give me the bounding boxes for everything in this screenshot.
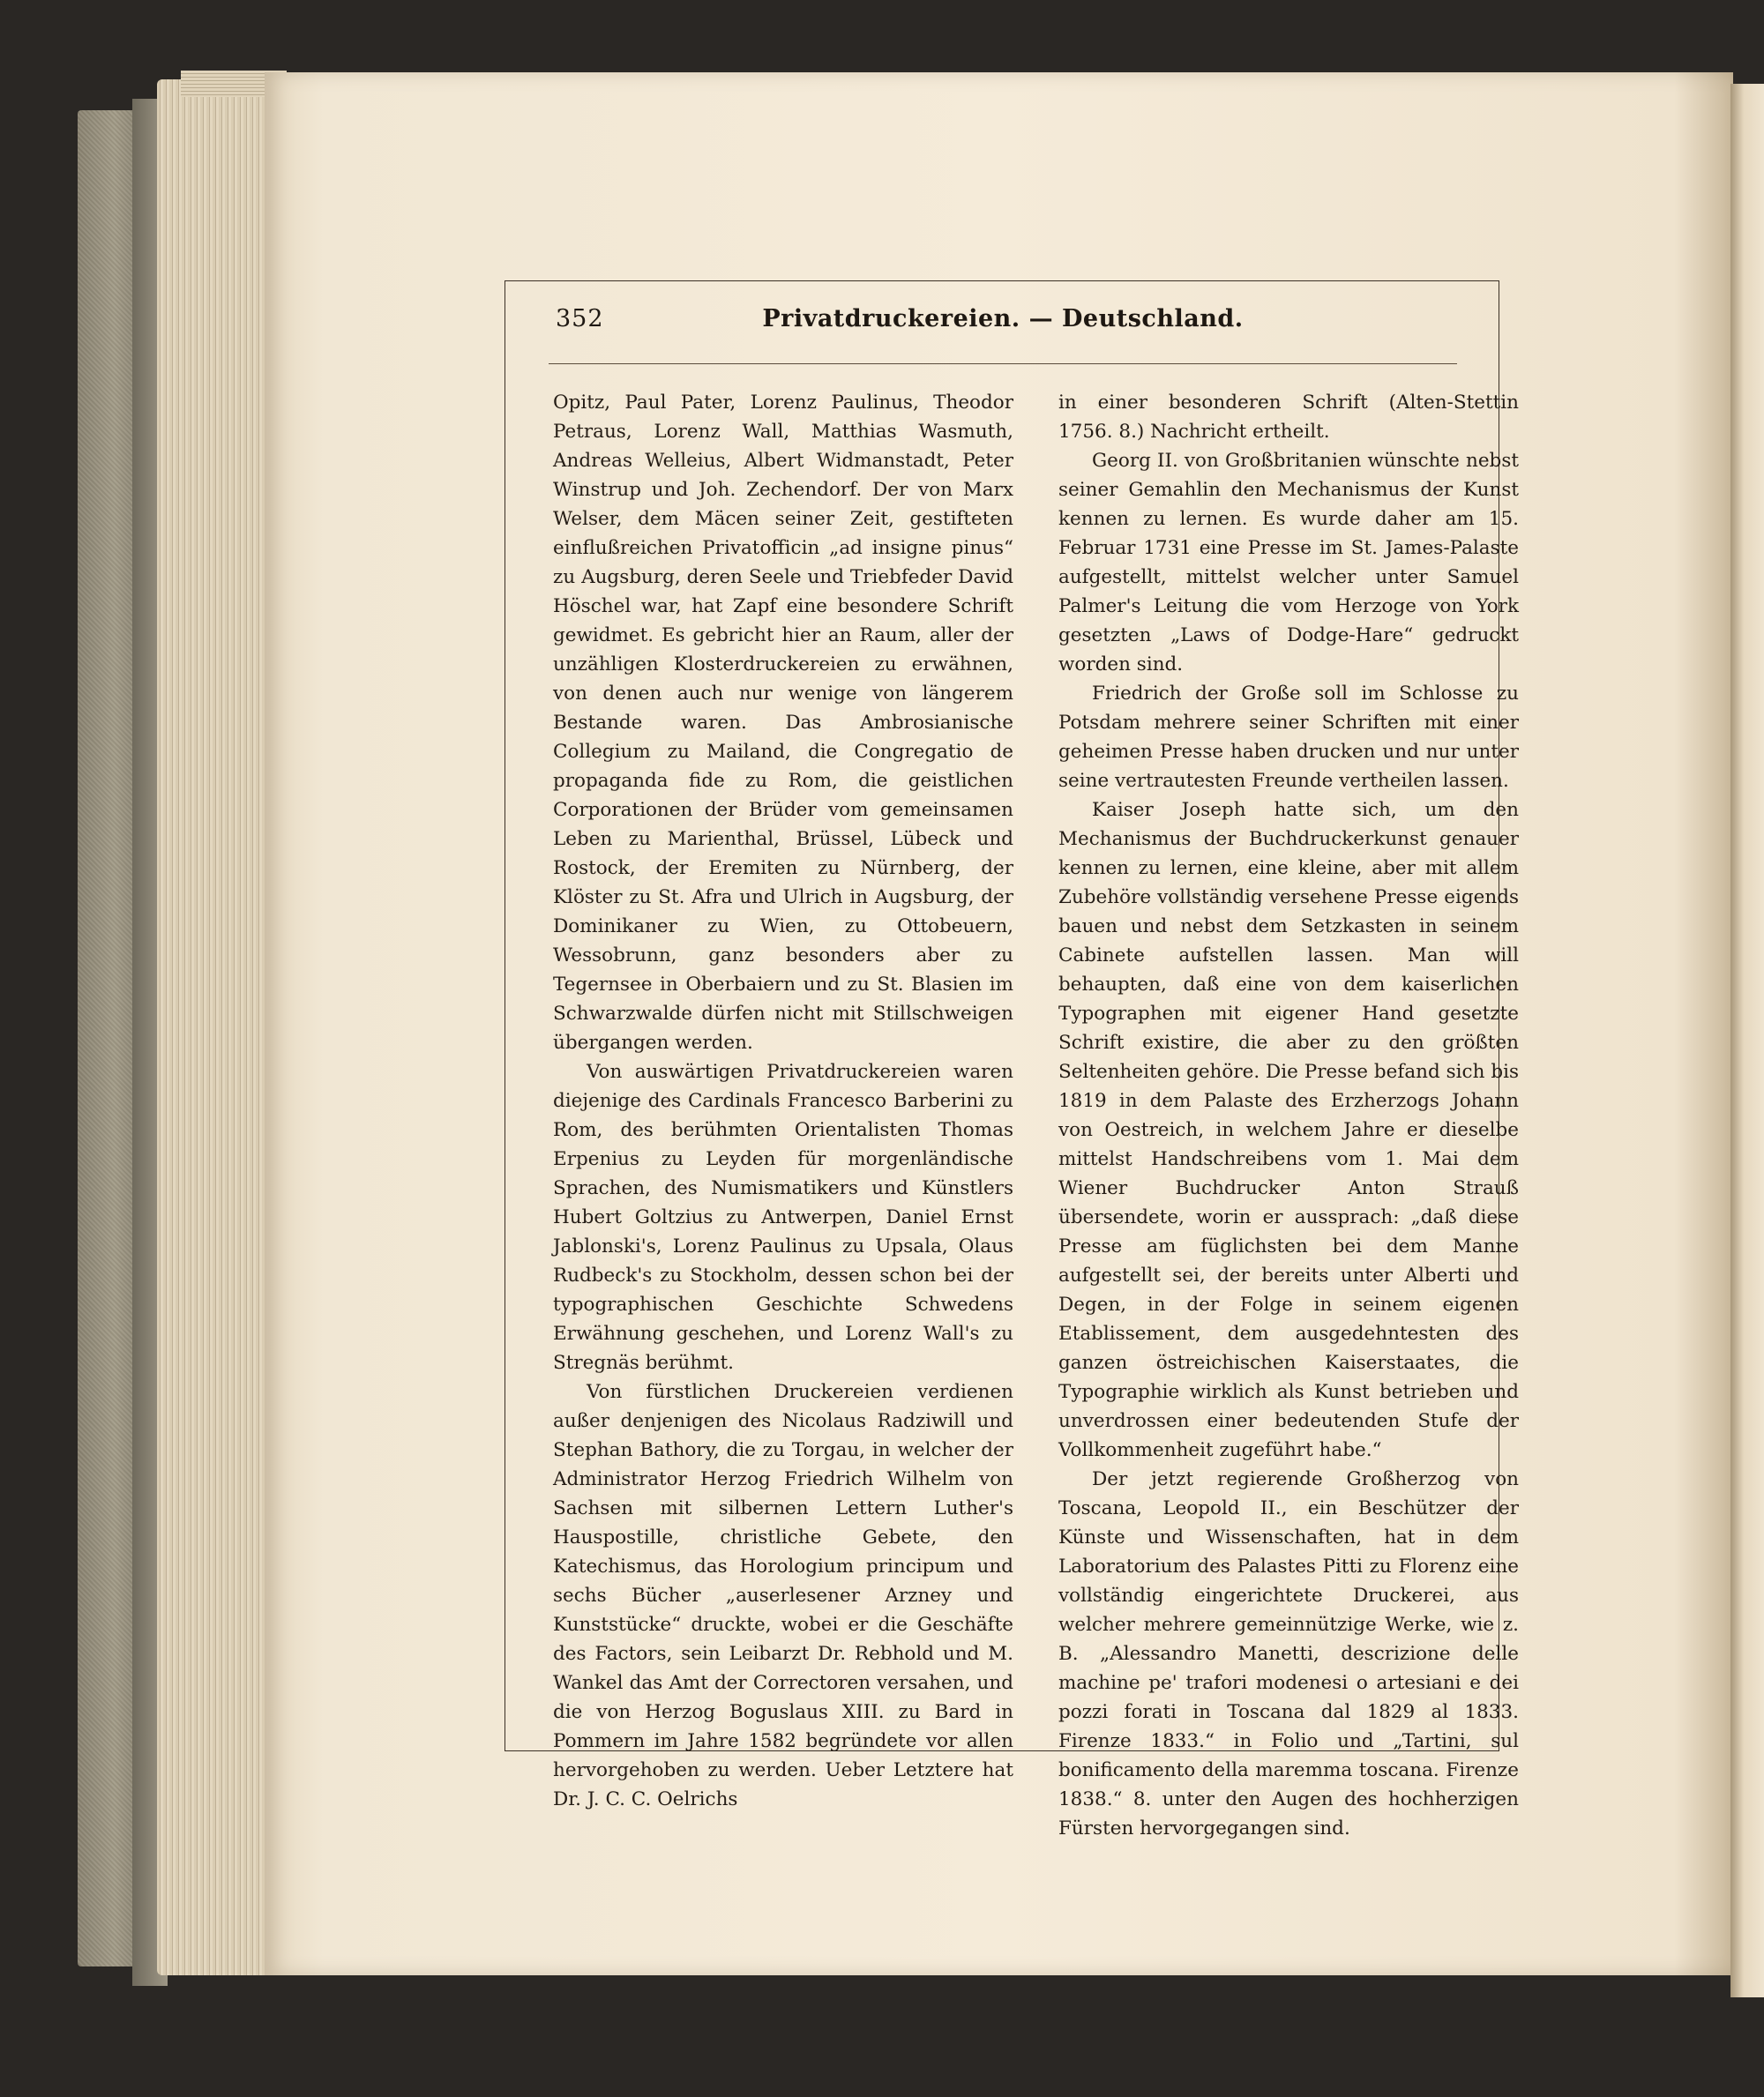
paragraph: in einer besonderen Schrift (Alten-Stettin 1756. 8.) Nachricht ertheilt. <box>1058 392 1519 443</box>
page-edges <box>157 79 267 1975</box>
paragraph: Der jetzt regierende Großherzog von Toscana, Leopold II., ein Beschützer der Künste und Wissenschaften, hat in dem Laboratorium des Palastes Pitti zu Florenz eine vollständig eingerichtete Druckerei, aus welcher mehrere gemeinnützige Werke, wie z. B. „Alessandro Manetti, descrizione delle machine pe' trafori modenesi o artesiani e dei pozzi forati in Toscana dal 1829 al 1833. Firenze 1833.“ in Folio und „Tartini, sul bonificamento della maremma toscana. Firenze 1838.“ 8. unter den Augen des hochherzigen Fürsten hervorgegangen sind. <box>1058 1468 1519 1840</box>
facing-page-edge <box>1730 84 1764 1997</box>
paragraph: Opitz, Paul Pater, Lorenz Paulinus, Theodor Petraus, Lorenz Wall, Matthias Wasmuth, Andreas Welleius, Albert Widmanstadt, Peter Winstrup und Joh. Zechendorf. Der von Marx Welser, dem Mäcen seiner Zeit, gestifteten einflußreichen Privatofficin „ad insigne pinus“ zu Augsburg, deren Seele und Triebfeder David Höschel war, hat Zapf eine besondere Schrift gewidmet. Es gebricht hier an Raum, aller der unzähligen Klosterdruckereien zu erwähnen, von denen auch nur wenige von längerem Bestande waren. Das Ambrosianische Collegium zu Mailand, die Congregatio de propaganda fide zu Rom, die geistlichen Corporationen der Brüder vom gemeinsamen Leben zu Marienthal, Brüssel, Lübeck und Rostock, der Eremiten zu Nürnberg, der Klöster zu St. Afra und Ulrich in Augsburg, der Dominikaner zu Wien, zu Ottobeuern, Wessobrunn, ganz besonders aber zu Tegernsee in Oberbaiern und zu St. Blasien im Schwarzwalde dürfen nicht mit Stillschweigen übergangen werden. <box>553 392 1013 1054</box>
paragraph: Von auswärtigen Privatdruckereien waren diejenige des Cardinals Francesco Barberini zu Rom, des berühmten Orientalisten Thomas Erpenius zu Leyden für morgenländische Sprachen, des Numismatikers und Künstlers Hubert Goltzius zu Antwerpen, Daniel Ernst Jablonski's, Lorenz Paulinus zu Upsala, Olaus Rudbeck's zu Stockholm, dessen schon bei der typographischen Geschichte Schwedens Erwähnung geschehen, und Lorenz Wall's zu Stregnäs berühmt. <box>553 1061 1013 1374</box>
page-number: 352 <box>556 305 604 332</box>
paragraph: Von fürstlichen Druckereien verdienen außer denjenigen des Nicolaus Radziwill und Stephan Bathory, die zu Torgau, in welcher der Administrator Herzog Friedrich Wilhelm von Sachsen mit silbernen Lettern Luther's Hauspostille, christliche Gebete, den Katechismus, das Horologium principum und sechs Bücher „auserlesener Arzney und Kunststücke“ druckte, wobei er die Geschäfte des Factors, sein Leibarzt Dr. Rebhold und M. Wankel das Amt der Correctoren versahen, und die von Herzog Boguslaus XIII. zu Bard in Pommern im Jahre 1582 begründete vor allen hervorgehoben zu werden. Ueber Letztere hat Dr. J. C. C. Oelrichs <box>553 1381 1013 1810</box>
paragraph: Georg II. von Großbritanien wünschte nebst seiner Gemahlin den Mechanismus der Kunst kennen zu lernen. Es wurde daher am 15. Februar 1731 eine Presse im St. James-Palaste aufgestellt, mittelst welcher unter Samuel Palmer's Leitung die vom Herzoge von York gesetzten „Laws of Dodge-Hare“ gedruckt worden sind. <box>1058 450 1519 675</box>
book-cover-cloth <box>78 110 139 1966</box>
left-column <box>553 388 1013 1814</box>
header-rule <box>549 363 1457 364</box>
page-header <box>549 303 1457 339</box>
running-title: Privatdruckereien. — Deutschland. <box>762 305 1244 332</box>
paragraph: Friedrich der Große soll im Schlosse zu Potsdam mehrere seiner Schriften mit einer geheimen Presse haben drucken und nur unter seine vertrautesten Freunde vertheilen lassen. <box>1058 683 1519 792</box>
paragraph: Kaiser Joseph hatte sich, um den Mechanismus der Buchdruckerkunst genauer kennen zu lernen, eine kleine, aber mit allem Zubehöre vollständig versehene Presse eigends bauen und nebst dem Setzkasten in seinem Cabinete aufstellen lassen. Man will behaupten, daß eine von dem kaiserlichen Typographen mit eigener Hand gesetzte Schrift existire, die aber zu den größten Seltenheiten gehöre. Die Presse befand sich bis 1819 in dem Palaste des Erzherzogs Johann von Oestreich, in welchem Jahre er dieselbe mittelst Handschreibens vom 1. Mai dem Wiener Buchdrucker Anton Strauß übersendete, worin er aussprach: „daß diese Presse am füglichsten bei dem Manne aufgestellt sei, der bereits unter Alberti und Degen, in der Folge in seinem eigenen Etablissement, dem ausgedehntesten des ganzen östreichischen Kaiserstaates, die Typographie wirklich als Kunst betrieben und unverdrossen einer bedeutenden Stufe der Vollkommenheit zugeführt habe.“ <box>1058 799 1519 1461</box>
right-column <box>1058 388 1519 1843</box>
